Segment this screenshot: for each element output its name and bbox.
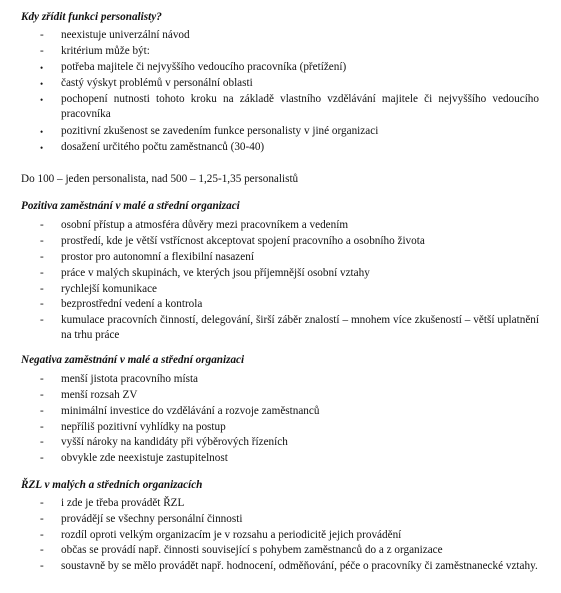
dash-bullet: -	[40, 560, 44, 572]
list-item-text: kritérium může být:	[61, 45, 150, 57]
list-item-text: častý výskyt problémů v personální oblasti	[61, 77, 253, 89]
bullet-dot: •	[40, 143, 44, 153]
list-item-text: rychlejší komunikace	[61, 283, 157, 295]
list-item-text: osobní přístup a atmosféra důvěry mezi pracovníkem a vedením	[61, 219, 349, 231]
list-item-text: provádějí se všechny personální činnosti	[61, 513, 243, 525]
section-heading-when-to-establish: Kdy zřídit funkci personalisty?	[21, 11, 162, 23]
list-item-text: vyšší nároky na kandidáty při výběrových řízeních	[61, 436, 288, 448]
dash-bullet: -	[40, 45, 44, 57]
dash-bullet: -	[40, 298, 44, 310]
list-item-text: i zde je třeba provádět ŘZL	[61, 497, 185, 509]
dash-bullet: -	[40, 373, 44, 385]
list-item-text: soustavně by se mělo provádět např. hodnocení, odměňování, péče o pracovníky či zaměstnanecké vztahy.	[61, 560, 538, 572]
section-heading-hr-management: ŘZL v malých a středních organizacích	[21, 479, 203, 491]
list-item-text: menší rozsah ZV	[61, 389, 138, 401]
list-item-text: neexistuje univerzální návod	[61, 29, 190, 41]
dash-bullet: -	[40, 436, 44, 448]
list-item-text: prostředí, kde je větší vstřícnost akceptovat spojení pracovního a osobního života	[61, 235, 425, 247]
list-item-text: práce v malých skupinách, ve kterých jsou příjemnější osobní vztahy	[61, 267, 370, 279]
dash-bullet: -	[40, 513, 44, 525]
list-item-text: pozitivní zkušenost se zavedením funkce personalisty v jiné organizaci	[61, 125, 379, 137]
list-item-text: dosažení určitého počtu zaměstnanců (30-40)	[61, 141, 265, 153]
dash-bullet: -	[40, 389, 44, 401]
bullet-dot: •	[40, 63, 44, 73]
ratio-note: Do 100 – jeden personalista, nad 500 – 1,25-1,35 personalistů	[21, 173, 299, 185]
dash-bullet: -	[40, 283, 44, 295]
bullet-dot: •	[40, 95, 44, 105]
dash-bullet: -	[40, 529, 44, 541]
list-item-text: obvykle zde neexistuje zastupitelnost	[61, 452, 228, 464]
dash-bullet: -	[40, 405, 44, 417]
list-item-text: rozdíl oproti velkým organizacím je v rozsahu a periodicitě jejich provádění	[61, 529, 402, 541]
list-item-text: bezprostřední vedení a kontrola	[61, 298, 203, 310]
section-heading-positives: Pozitiva zaměstnání v malé a střední organizaci	[21, 200, 240, 212]
dash-bullet: -	[40, 452, 44, 464]
dash-bullet: -	[40, 235, 44, 247]
list-item-text: menší jistota pracovního místa	[61, 373, 199, 385]
bullet-dot: •	[40, 79, 44, 89]
list-item-text: prostor pro autonomní a flexibilní nasazení	[61, 251, 254, 263]
dash-bullet: -	[40, 314, 44, 326]
list-item-text: kumulace pracovních činností, delegování, širší záběr znalostí – mnohem více zkušeností – větší uplatnění na trhu práce	[61, 314, 539, 341]
list-item-text: občas se provádí např. činnosti související s pohybem zaměstnanců do a z organizace	[61, 544, 443, 556]
dash-bullet: -	[40, 544, 44, 556]
dash-bullet: -	[40, 29, 44, 41]
list-item-text: minimální investice do vzdělávání a rozvoje zaměstnanců	[61, 405, 320, 417]
dash-bullet: -	[40, 251, 44, 263]
list-item-text: pochopení nutnosti tohoto kroku na základě vlastního vzdělávání majitele či nejvyššího vedoucího pracovníka	[61, 93, 539, 120]
bullet-dot: •	[40, 127, 44, 137]
dash-bullet: -	[40, 497, 44, 509]
section-heading-negatives: Negativa zaměstnání v malé a střední organizaci	[21, 354, 245, 366]
list-item-text: nepříliš pozitivní vyhlídky na postup	[61, 421, 226, 433]
dash-bullet: -	[40, 421, 44, 433]
list-item-text: potřeba majitele či nejvyššího vedoucího pracovníka (přetížení)	[61, 61, 347, 73]
dash-bullet: -	[40, 267, 44, 279]
dash-bullet: -	[40, 219, 44, 231]
